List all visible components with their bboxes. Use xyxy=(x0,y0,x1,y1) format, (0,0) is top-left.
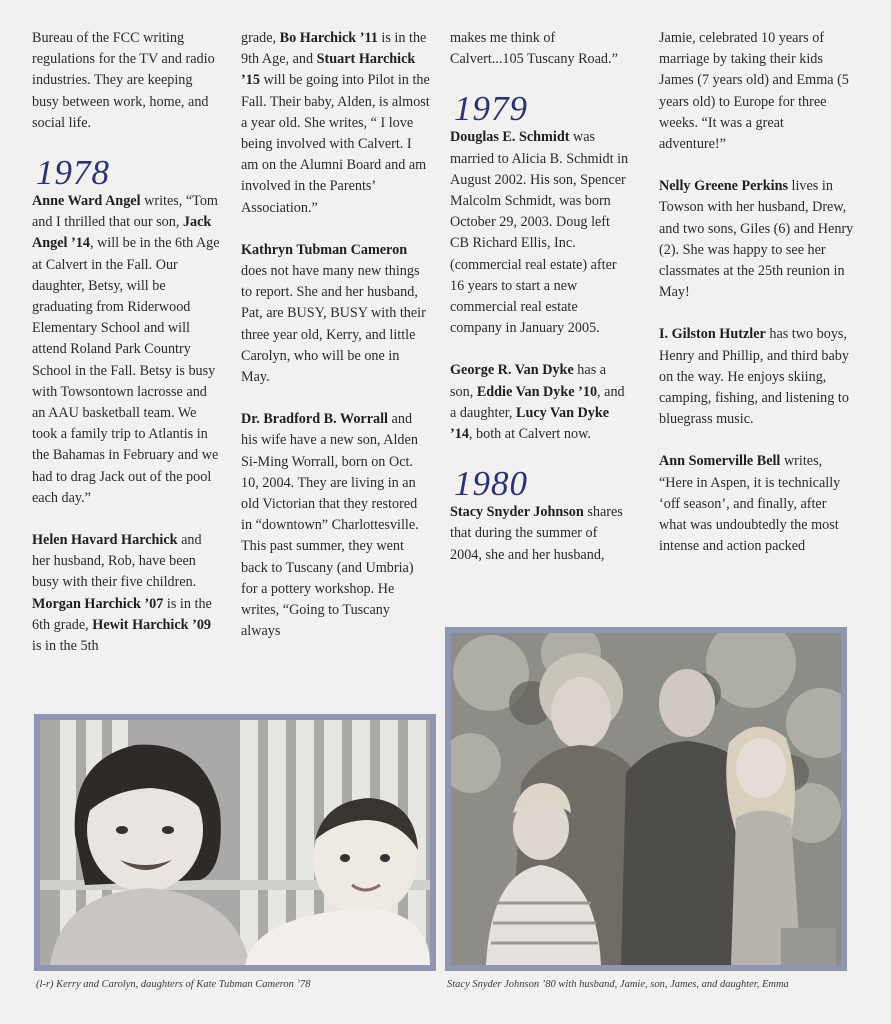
class-note xyxy=(241,28,431,219)
class-note xyxy=(32,191,222,509)
alumni-name: Anne Ward Angel xyxy=(32,193,141,210)
column-2 xyxy=(241,28,431,663)
alumni-name: George R. Van Dyke xyxy=(450,362,574,379)
alumni-name: Kathryn Tubman Cameron xyxy=(241,241,408,258)
class-year-heading: 1980 xyxy=(454,464,528,504)
alumni-name: Bo Harchick ’11 xyxy=(279,30,378,46)
column-1 xyxy=(32,28,222,678)
note-text: was married to Alicia B. Schmidt in August 2002. His son, Spencer Malcolm Schmidt, was born October 29, 2003. Doug left CB Richard Ellis, Inc. (commercial real estate) after 16 years to start a new commercial real estate company in January 2005. xyxy=(450,129,629,337)
note-text: , and a daughter, xyxy=(450,383,625,421)
note-text: is in the 6th grade, xyxy=(32,595,212,633)
note-text: , will be in the 6th Age at Calvert in the Fall. Our daughter, Betsy, will be graduating from Riderwood Elementary School and will attend Roland Park Country School in the Fall. Betsy is busy with Towsontown lacrosse and an AAU basketball team. We took a family trip to Atlantis in the Bahamas in February and we had to drag Jack out of the pool each day.” xyxy=(32,235,220,506)
class-note xyxy=(659,176,854,303)
photo-caption: (l-r) Kerry and Carolyn, daughters of Kate Tubman Cameron ’78 xyxy=(36,979,311,990)
alumni-name: Morgan Harchick ’07 xyxy=(32,595,164,612)
alumni-name: Douglas E. Schmidt xyxy=(450,129,570,146)
note-text: writes, “Here in Aspen, it is technically ‘off season’, and finally, after what was undoubtedly the most intense and action packed xyxy=(659,453,841,555)
note-text: has two boys, Henry and Phillip, and third baby on the way. He enjoys skiing, camping, fishing, and listening to bluegrass music. xyxy=(659,326,849,428)
alumni-name: Stacy Snyder Johnson xyxy=(450,504,584,521)
note-text: grade, xyxy=(241,30,280,46)
note-text: has a son, xyxy=(450,362,607,400)
paragraph: Jamie, celebrated 10 years of marriage by taking their kids James (7 years old) and Emma (5 years old) to Europe for three weeks. “It was a great adventure!” xyxy=(659,30,849,153)
note-text: is in the 9th Age, and xyxy=(241,30,427,68)
alumni-name: Hewit Harchick ’09 xyxy=(92,616,212,633)
alumni-name: Eddie Van Dyke ’10 xyxy=(476,383,598,400)
alumni-name: Nelly Greene Perkins xyxy=(659,178,788,195)
photo-johnson-family xyxy=(445,627,847,971)
paragraph: Bureau of the FCC writing regulations for the TV and radio industries. They are keeping busy between work, home, and social life. xyxy=(32,30,215,131)
class-note xyxy=(241,409,431,642)
class-note xyxy=(450,127,630,339)
alumni-name: Ann Somerville Bell xyxy=(659,453,781,470)
note-text: does not have many new things to report. She and her husband, Pat, are BUSY, BUSY with their three year old, Kerry, and little Carolyn, who will be one in May. xyxy=(241,263,426,386)
note-text: writes, “Tom and I thrilled that our son, xyxy=(32,193,218,231)
class-year-heading: 1978 xyxy=(36,153,110,193)
note-text: is in the 5th xyxy=(32,638,99,655)
note-text: will be going into Pilot in the Fall. Their baby, Alden, is almost a year old. She writes, “ I love being involved with Calvert. I am on the Alumni Board and am involved in the Parents’ Association.” xyxy=(241,72,430,216)
note-text: , both at Calvert now. xyxy=(468,426,591,443)
paragraph: makes me think of Calvert...105 Tuscany Road.” xyxy=(450,30,618,68)
class-note xyxy=(241,240,431,388)
alumni-name: Jack Angel ’14 xyxy=(32,214,212,252)
alumni-name: Lucy Van Dyke ’14 xyxy=(450,404,610,443)
class-note xyxy=(659,324,854,430)
class-note xyxy=(450,502,630,566)
photo-kerry-and-carolyn xyxy=(34,714,436,971)
alumni-name: Stuart Harchick ’15 xyxy=(241,51,416,89)
photo-caption: Stacy Snyder Johnson ’80 with husband, Jamie, son, James, and daughter, Emma xyxy=(447,979,789,990)
note-text: lives in Towson with her husband, Drew, and two sons, Giles (6) and Henry (2). She was happy to see her classmates at the 25th reunion in May! xyxy=(659,178,854,301)
class-year-heading: 1979 xyxy=(454,89,528,129)
class-note xyxy=(32,530,222,657)
alumni-name: Dr. Bradford B. Worrall xyxy=(241,411,388,428)
class-note xyxy=(450,360,630,445)
column-4 xyxy=(659,28,854,578)
alumni-name: Helen Havard Harchick xyxy=(32,532,178,549)
note-text: and her husband, Rob, have been busy with their five children. xyxy=(32,532,202,591)
column-3 xyxy=(450,28,630,587)
alumni-name: I. Gilston Hutzler xyxy=(659,326,766,343)
note-text: and his wife have a new son, Alden Si-Ming Worrall, born on Oct. 10, 2004. They are living in an old Victorian that they restored in “downtown” Charlottesville. This past summer, they went back to Tuscany (and Umbria) for a pottery workshop. He writes, “Going to Tuscany always xyxy=(241,411,419,640)
class-note xyxy=(659,451,854,557)
note-text: shares that during the summer of 2004, she and her husband, xyxy=(450,504,623,563)
family-photo-illustration xyxy=(451,633,841,965)
children-photo-illustration xyxy=(40,720,430,965)
